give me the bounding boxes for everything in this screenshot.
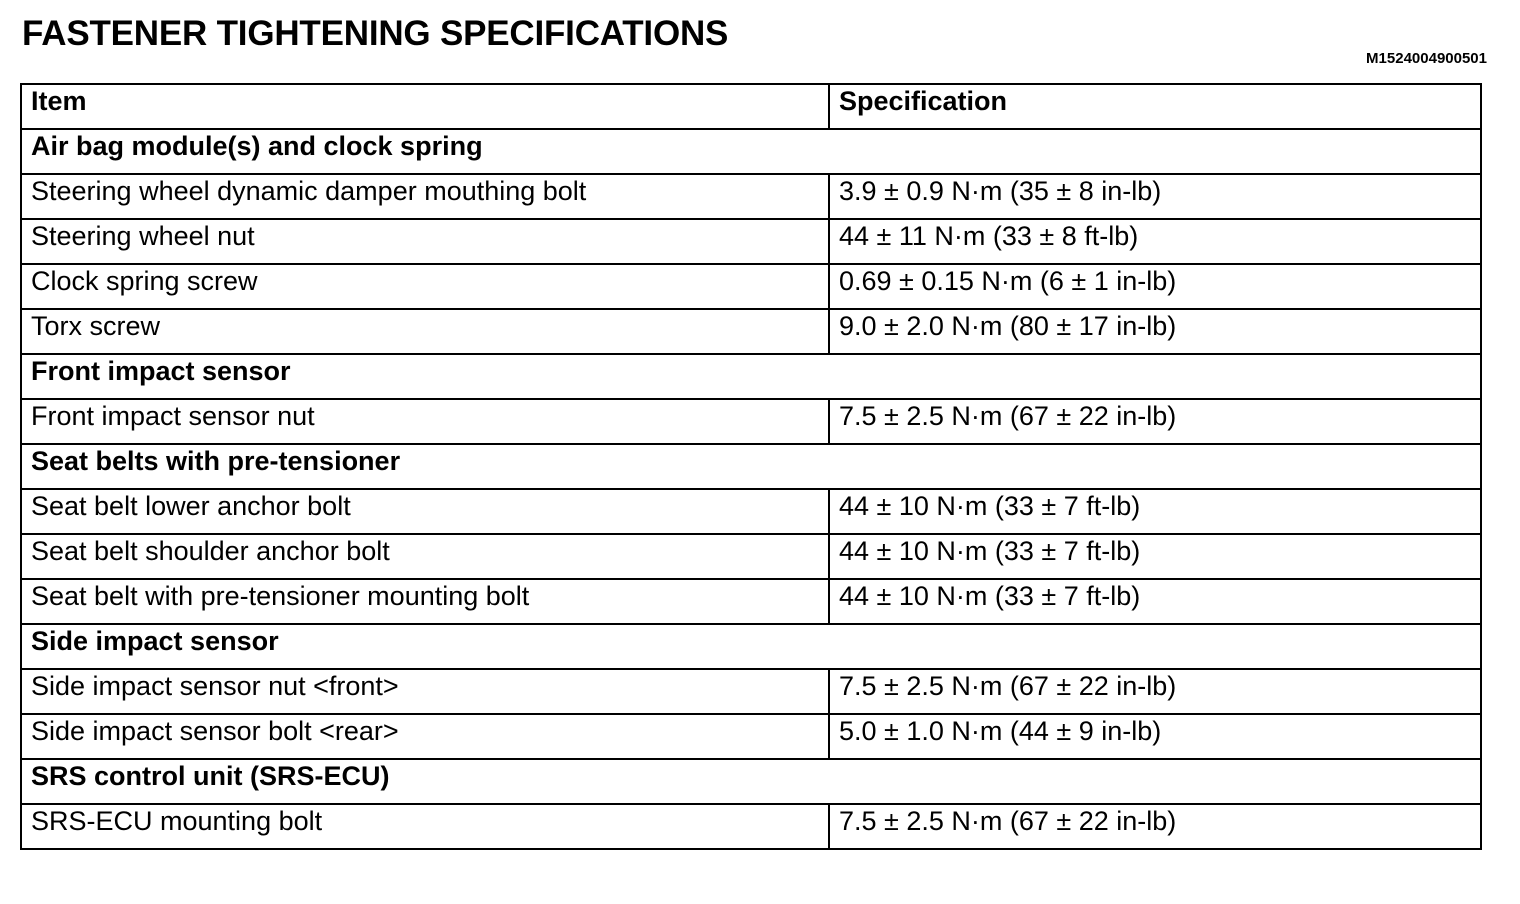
group-heading: Front impact sensor <box>21 354 1481 399</box>
column-header-item: Item <box>21 84 829 129</box>
table-row <box>21 309 1481 354</box>
group-heading: SRS control unit (SRS-ECU) <box>21 759 1481 804</box>
item-cell: Side impact sensor nut <front> <box>21 669 829 714</box>
specification-cell: 0.69 ± 0.15 N·m (6 ± 1 in-lb) <box>829 264 1481 309</box>
specifications-table <box>20 83 1482 850</box>
item-cell: Front impact sensor nut <box>21 399 829 444</box>
table-group-row <box>21 624 1481 669</box>
item-cell: Side impact sensor bolt <rear> <box>21 714 829 759</box>
table-row <box>21 579 1481 624</box>
specification-cell: 3.9 ± 0.9 N·m (35 ± 8 in-lb) <box>829 174 1481 219</box>
table-row <box>21 264 1481 309</box>
item-cell: Seat belt with pre-tensioner mounting bolt <box>21 579 829 624</box>
item-cell: SRS-ECU mounting bolt <box>21 804 829 849</box>
table-row <box>21 714 1481 759</box>
table-row <box>21 669 1481 714</box>
table-row <box>21 399 1481 444</box>
specification-cell: 7.5 ± 2.5 N·m (67 ± 22 in-lb) <box>829 399 1481 444</box>
specification-cell: 44 ± 11 N·m (33 ± 8 ft-lb) <box>829 219 1481 264</box>
table-row <box>21 489 1481 534</box>
group-heading: Seat belts with pre-tensioner <box>21 444 1481 489</box>
specification-cell: 9.0 ± 2.0 N·m (80 ± 17 in-lb) <box>829 309 1481 354</box>
table-row <box>21 534 1481 579</box>
table-header-row <box>21 84 1481 129</box>
specification-cell: 44 ± 10 N·m (33 ± 7 ft-lb) <box>829 489 1481 534</box>
item-cell: Seat belt shoulder anchor bolt <box>21 534 829 579</box>
table-group-row <box>21 444 1481 489</box>
group-heading: Air bag module(s) and clock spring <box>21 129 1481 174</box>
specification-cell: 7.5 ± 2.5 N·m (67 ± 22 in-lb) <box>829 669 1481 714</box>
table-group-row <box>21 129 1481 174</box>
table-body <box>21 129 1481 849</box>
item-cell: Clock spring screw <box>21 264 829 309</box>
column-header-specification: Specification <box>829 84 1481 129</box>
table-row <box>21 174 1481 219</box>
item-cell: Seat belt lower anchor bolt <box>21 489 829 534</box>
specification-cell: 44 ± 10 N·m (33 ± 7 ft-lb) <box>829 534 1481 579</box>
item-cell: Torx screw <box>21 309 829 354</box>
table-row <box>21 804 1481 849</box>
specification-cell: 44 ± 10 N·m (33 ± 7 ft-lb) <box>829 579 1481 624</box>
document-id: M1524004900501 <box>1366 50 1487 67</box>
table-group-row <box>21 759 1481 804</box>
specification-cell: 7.5 ± 2.5 N·m (67 ± 22 in-lb) <box>829 804 1481 849</box>
table-header <box>21 84 1481 129</box>
table-row <box>21 219 1481 264</box>
table-group-row <box>21 354 1481 399</box>
group-heading: Side impact sensor <box>21 624 1481 669</box>
item-cell: Steering wheel dynamic damper mouthing bolt <box>21 174 829 219</box>
page-title: FASTENER TIGHTENING SPECIFICATIONS <box>22 14 729 53</box>
item-cell: Steering wheel nut <box>21 219 829 264</box>
specification-cell: 5.0 ± 1.0 N·m (44 ± 9 in-lb) <box>829 714 1481 759</box>
